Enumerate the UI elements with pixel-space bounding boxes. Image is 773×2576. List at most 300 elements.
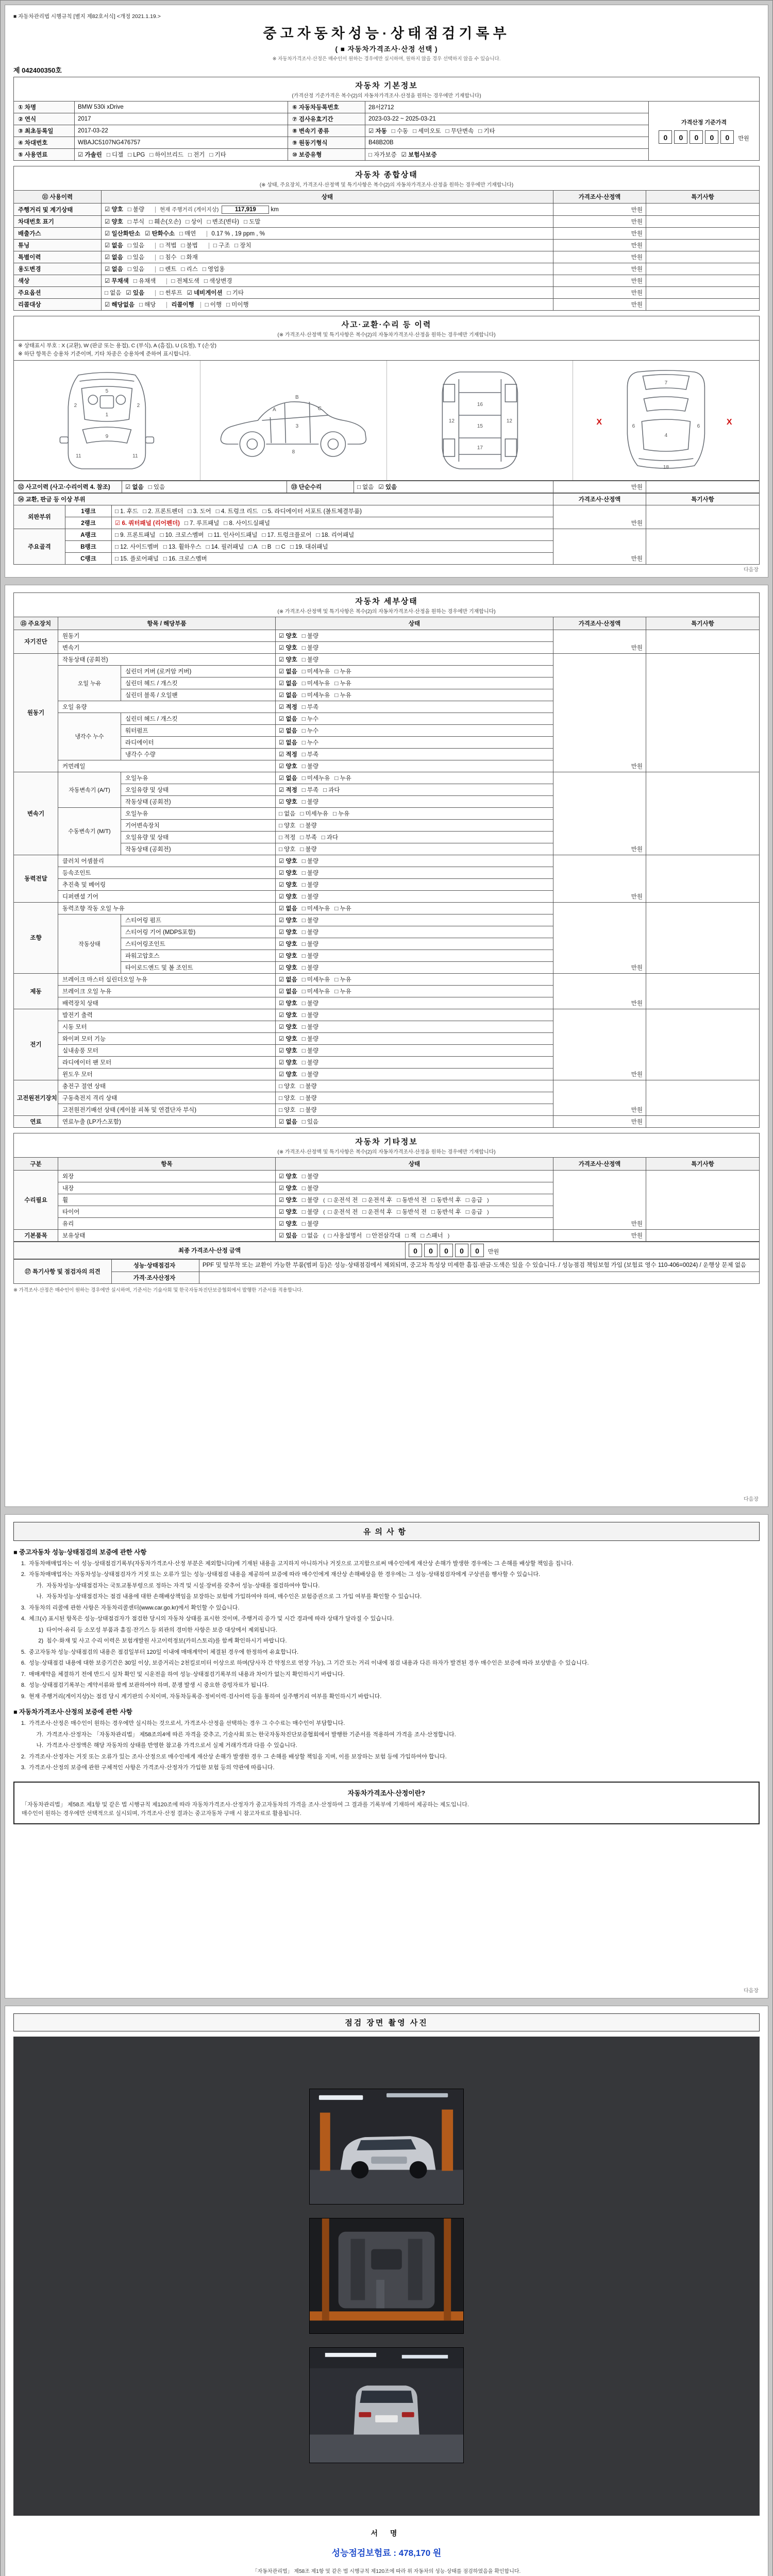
checkbox-option[interactable]: □ 미세누유	[301, 668, 330, 675]
checkbox-option[interactable]: □ 미세누유	[301, 988, 330, 995]
checkbox-option[interactable]: ☑ 양호	[279, 1071, 297, 1078]
checkbox-option[interactable]: ☑ 양호	[279, 858, 297, 865]
checkbox-option[interactable]: □ 누유	[334, 680, 351, 687]
checkbox-option[interactable]: □ 불량	[301, 1024, 319, 1030]
field-label: ③ 최초등록일	[14, 125, 75, 137]
checkbox-option[interactable]: □ 불량	[301, 882, 319, 888]
note-cell	[646, 1229, 760, 1241]
checkbox-option[interactable]: □ 11. 인사이드패널	[208, 532, 258, 538]
panel-group: 주요골격	[14, 529, 65, 564]
checkbox-option[interactable]: □ 과다	[323, 787, 340, 793]
checkbox-option[interactable]: □ 디젤	[106, 152, 124, 158]
price-cell: 만원	[553, 902, 646, 973]
checkbox-option[interactable]: □ 부식	[127, 219, 145, 225]
checkbox-option[interactable]: □ 불량	[301, 1036, 319, 1042]
checkbox-option[interactable]: ☑ 양호	[279, 1012, 297, 1019]
checkbox-option[interactable]: □ LPG	[128, 152, 145, 158]
checkbox-option[interactable]: ☑ 양호	[279, 656, 297, 663]
state-cell	[276, 1115, 553, 1127]
checkbox-option[interactable]: □ 불량	[301, 763, 319, 770]
checkbox-option[interactable]: ☑ 일산화탄소	[105, 231, 141, 237]
section-note-detail: (※ 가격조사·산정액 및 특기사항은 복수(2)의 자동차가격조사·산정을 원하는 경우에만 기재합니다)	[13, 607, 760, 617]
checkbox-option[interactable]: □ 불량	[127, 207, 145, 213]
item-label: 보유상태	[58, 1229, 276, 1241]
checkbox-option[interactable]: □ 19. 대쉬패널	[290, 544, 328, 550]
checkbox-option[interactable]: ☑ 양호	[279, 1209, 297, 1215]
checkbox-option[interactable]: □ 과다	[321, 834, 339, 841]
checkbox-option[interactable]: ☑ 양호	[279, 893, 297, 900]
state-cell	[276, 902, 553, 914]
checkbox-option[interactable]: ☑ 없음	[279, 775, 297, 782]
checkbox-option[interactable]: □ 부족	[301, 704, 319, 710]
state-cell	[276, 950, 553, 961]
checkbox-option[interactable]: ☑ 양호	[279, 929, 297, 936]
checkbox-option[interactable]: □ 해당	[139, 302, 156, 308]
checkbox-option[interactable]: ☑ 없음	[125, 484, 144, 490]
state-cell	[276, 1056, 553, 1068]
item-label: 튜닝	[14, 240, 102, 251]
checkbox-option[interactable]: □ 불량	[300, 846, 317, 853]
checkbox-option[interactable]: ☑ 양호	[279, 1047, 297, 1054]
appraisal-info-line-1: 「자동차관리법」 제58조 제1항 및 같은 법 시행규칙 제120조에 따라 자동차가격조사·산정자가 중고자동차의 가격을 조사·산정하여 그 결과를 기록부에 기재하여 제공하는 제도입니다.	[22, 1801, 469, 1808]
checkbox-option[interactable]: □ 미세누유	[301, 976, 330, 983]
item-label: 실린더 헤드 / 개스킷	[121, 713, 276, 724]
checkbox-option[interactable]: □ 불량	[301, 1197, 319, 1204]
checkbox-option[interactable]: □ 미세누유	[300, 810, 328, 817]
svg-text:2: 2	[137, 402, 140, 409]
checkbox-option[interactable]: ☑ 양호	[279, 917, 297, 924]
checkbox-option[interactable]: □ 불량	[300, 1095, 317, 1101]
item-label: 배출가스	[14, 228, 102, 240]
checkbox-option[interactable]: □ 렌트	[160, 266, 177, 273]
checkbox-option[interactable]: ☑ 양호	[279, 941, 297, 947]
checkbox-option[interactable]: □ C	[276, 544, 285, 550]
checkbox-option[interactable]: □ 10. 크로스멤버	[160, 532, 204, 538]
state-cell	[276, 819, 553, 831]
checkbox-option[interactable]: □ 불법	[181, 243, 198, 249]
checkbox-option[interactable]: □ 적정	[279, 834, 296, 841]
checkbox-option[interactable]: ☑ 네비게이션	[187, 290, 223, 296]
section-overall	[13, 166, 760, 311]
checkbox-option[interactable]: □ 있음	[148, 484, 165, 490]
checkbox-option[interactable]: ☑ 양호	[279, 1185, 297, 1192]
item-label: 오일유량 및 상태	[121, 831, 276, 843]
note-cell	[646, 1170, 760, 1229]
checkbox-option[interactable]: □ 응급	[465, 1209, 483, 1215]
state-checks	[205, 302, 254, 308]
checkbox-option[interactable]: □ 이행	[205, 302, 222, 308]
checkbox-option[interactable]: ☑ 양호	[279, 763, 297, 770]
note-cell	[646, 481, 760, 493]
svg-text:3: 3	[295, 423, 298, 429]
checkbox-option[interactable]: ☑ 보험사보증	[401, 152, 437, 158]
checkbox-option[interactable]: □ 불량	[300, 1107, 317, 1113]
legend-line-2: ※ 하단 항목은 승용차 기준이며, 기타 차종은 승용차에 준하여 표시합니다.	[18, 350, 191, 357]
svg-text:B: B	[295, 394, 299, 400]
checkbox-option[interactable]: ☑ 6. 쿼터패널 (리어펜더)	[115, 520, 180, 527]
checkbox-option[interactable]: □ 양호	[279, 1095, 296, 1101]
checkbox-option[interactable]: ☑ 가솔린	[78, 152, 102, 158]
checkbox-option[interactable]: ☑ 무채색	[105, 278, 129, 284]
opinion-table	[13, 1259, 760, 1284]
checkbox-option[interactable]: □ 무단변속	[445, 128, 474, 134]
table-row	[14, 505, 760, 517]
checkbox-option[interactable]: ☑ 없음	[105, 243, 123, 249]
state-checks	[105, 278, 160, 284]
notice-subitem: 나. 자동차성능·상태점검자는 점검 내용에 대한 손해배상책임을 보장하는 보험에 가입하여야 하며, 매수인은 보험증권으로 그 가입 여부를 확인할 수 있습니다.	[36, 1594, 422, 1600]
checkbox-option[interactable]: ☑ 있음	[378, 484, 397, 490]
checkbox-option[interactable]: □ 2. 프론트펜더	[143, 508, 183, 515]
checkbox-option[interactable]: □ 9. 프론트패널	[115, 532, 156, 538]
checkbox-option[interactable]: □ 8. 사이드실패널	[224, 520, 270, 527]
checkbox-option[interactable]: ☑ 적정	[279, 751, 297, 758]
checkbox-option[interactable]: ☑ 없음	[279, 905, 297, 912]
checkbox-option[interactable]: □ 동반석 후	[431, 1197, 461, 1204]
checkbox-option[interactable]: □ 사용설명서	[328, 1232, 362, 1239]
checkbox-option[interactable]: □ 불량	[301, 870, 319, 876]
item-label: 오일유량 및 상태	[121, 784, 276, 795]
checkbox-option[interactable]: ☑ 적정	[279, 704, 297, 710]
checkbox-option[interactable]: □ 있음	[127, 255, 145, 261]
svg-text:2: 2	[74, 402, 77, 409]
checkbox-option[interactable]: ☑ 있음	[279, 1232, 297, 1239]
note-header: 특기사항	[646, 493, 760, 505]
checkbox-option[interactable]: ☑ 양호	[279, 1036, 297, 1042]
checkbox-option[interactable]: □ 자가보증	[368, 152, 397, 158]
checkbox-option[interactable]: ☑ 없음	[279, 716, 297, 722]
state-cell	[102, 263, 553, 275]
section-note-accident: (※ 가격조사·산정액 및 특기사항은 복수(2)의 자동차가격조사·산정을 원하는 경우에만 기재합니다)	[13, 330, 760, 340]
price-cell: 만원	[553, 299, 646, 311]
accident-history-label: ⑫ 사고이력 (사고·수리이력 4. 참조)	[14, 481, 122, 493]
checkbox-option[interactable]: □ 기타	[227, 290, 244, 296]
checkbox-option[interactable]: □ 불량	[301, 1209, 319, 1215]
checkbox-option[interactable]: ☑ 양호	[279, 1197, 297, 1204]
insurance-fee-label: 성능점검보험료 :	[331, 2548, 396, 2558]
checkbox-option[interactable]: ☑ 양호	[279, 645, 297, 651]
checkbox-option[interactable]: □ B	[262, 544, 272, 550]
checkbox-option[interactable]: □ 없음	[105, 290, 122, 296]
checkbox-option[interactable]: □ 누유	[334, 988, 351, 995]
note-cell	[646, 772, 760, 855]
next-page-label: 다음장	[744, 567, 759, 573]
checkbox-option[interactable]: □ 누수	[301, 727, 319, 734]
checkbox-option[interactable]: ☑ 해당없음	[105, 302, 135, 308]
table-row	[14, 299, 760, 311]
table-row	[14, 1259, 760, 1272]
checkbox-option[interactable]: ☑ 양호	[279, 882, 297, 888]
table-row	[14, 101, 760, 113]
checkbox-option[interactable]: □ 없음	[279, 810, 296, 817]
state-cell	[276, 630, 553, 641]
state-cell	[276, 985, 553, 997]
checkbox-option[interactable]: □ 불량	[301, 941, 319, 947]
checkbox-option[interactable]: □ 불량	[300, 1083, 317, 1090]
checkbox-option[interactable]: □ 전체도색	[171, 278, 199, 284]
checkbox-option[interactable]: □ 미세누유	[301, 680, 330, 687]
checkbox-option[interactable]: □ 전기	[188, 152, 205, 158]
field-value	[365, 149, 649, 161]
table-row	[14, 772, 760, 784]
checkbox-option[interactable]: □ 있음	[127, 243, 145, 249]
checkbox-option[interactable]: ☑ 양호	[279, 799, 297, 805]
checkbox-option[interactable]: □ 동반석 전	[397, 1209, 427, 1215]
checkbox-option[interactable]: □ 불량	[301, 858, 319, 865]
checkbox-option[interactable]: □ 잭	[405, 1232, 416, 1239]
checkbox-option[interactable]: □ 운전석 후	[362, 1197, 393, 1204]
checkbox-option[interactable]: □ 침수	[160, 255, 177, 261]
note-cell	[646, 299, 760, 311]
odometer-value: 117,919	[222, 206, 269, 214]
checkbox-option[interactable]: □ 15. 플로어패널	[115, 555, 159, 562]
checkbox-option[interactable]: □ 미세누유	[301, 775, 330, 782]
item-label: 유리	[58, 1217, 276, 1229]
checkbox-option[interactable]: □ 4. 트렁크 리드	[215, 508, 258, 515]
checkbox-option[interactable]: □ A	[248, 544, 258, 550]
checkbox-option[interactable]: □ 변조(변타)	[207, 219, 239, 225]
device-group: 기본품목	[14, 1229, 58, 1241]
opinion-appraiser-label: 가격·조사산정자	[112, 1272, 199, 1283]
checkbox-option[interactable]: □ 1. 후드	[115, 508, 139, 515]
checkbox-option[interactable]: □ 불량	[301, 917, 319, 924]
checkbox-option[interactable]: □ 응급	[465, 1197, 483, 1204]
note-cell	[646, 1009, 760, 1080]
checkbox-option[interactable]: □ 누유	[334, 692, 351, 699]
item-label: 외장	[58, 1170, 276, 1182]
svg-text:16: 16	[477, 401, 483, 408]
table-row	[14, 1229, 760, 1241]
state-cell	[276, 1068, 553, 1080]
item-label: 차대번호 표기	[14, 216, 102, 228]
item-label: 충전구 절연 상태	[58, 1080, 276, 1092]
notice-item: 3. 자동차의 리콜에 관한 사항은 자동차리콜센터(www.car.go.kr)에서 확인할 수 있습니다.	[21, 1604, 240, 1611]
car-diagram-side	[200, 361, 387, 480]
checkbox-option[interactable]: ☑ 양호	[105, 219, 123, 225]
checkbox-option[interactable]: □ 불량	[301, 1000, 319, 1007]
field-label: ⑧ 변속기 종류	[288, 125, 365, 137]
checkbox-option[interactable]: □ 누수	[301, 739, 319, 746]
notice-item: 2. 가격조사·산정자는 거짓 또는 오류가 있는 조사·산정으로 매수인에게 재산상 손해가 발생한 경우 그 손해를 배상할 책임을 지며, 이를 보장하는 보험 등에 가입하여야 합니다.	[21, 1753, 447, 1760]
state-cell	[276, 1044, 553, 1056]
checkbox-option[interactable]: □ 화재	[181, 255, 198, 261]
checkbox-option[interactable]: ☑ 양호	[279, 1000, 297, 1007]
checkbox-option[interactable]: ☑ 없음	[279, 976, 297, 983]
state-checks	[105, 255, 149, 261]
checkbox-option[interactable]: □ 5. 라디에이터 서포트 (볼트체결부품)	[262, 508, 362, 515]
state-checks	[105, 219, 265, 225]
checkbox-option[interactable]: ☑ 없음	[105, 266, 123, 273]
checkbox-option[interactable]: □ 불량	[301, 1071, 319, 1078]
note-cell	[646, 1080, 760, 1115]
checkbox-option[interactable]: □ 운전석 전	[328, 1209, 358, 1215]
state-cell	[276, 997, 553, 1009]
table-row	[14, 1272, 760, 1283]
checkbox-option[interactable]: ☑ 없음	[105, 255, 123, 261]
checkbox-option[interactable]: □ 불량	[301, 964, 319, 971]
checkbox-option[interactable]: ☑ 탄화수소	[145, 231, 175, 237]
divider	[155, 207, 156, 213]
notice-item: 8. 성능·상태점검기록부는 계약서류와 함께 보관하여야 하며, 분쟁 발생 시 중요한 증빙자료가 됩니다.	[21, 1682, 269, 1688]
item-label: 오일누유	[121, 772, 276, 784]
checkbox-option[interactable]: □ 17. 트렁크플로어	[262, 532, 312, 538]
checkbox-option[interactable]: ☑ 양호	[279, 633, 297, 639]
checkbox-option[interactable]: □ 양호	[279, 822, 296, 829]
state-checks	[105, 207, 149, 213]
etc-footnote: ※ 가격조사·산정은 매수인이 원하는 경우에만 실시하며, 기준서는 기술사회 및 한국자동차진단보증협회에서 발행한 기준서를 적용합니다.	[13, 1287, 303, 1293]
table-row	[14, 113, 760, 125]
checkbox-option[interactable]: ☑ 양호	[279, 1173, 297, 1180]
checkbox-option[interactable]: ☑ 적정	[279, 787, 297, 793]
field-label: ⑦ 검사유효기간	[288, 113, 365, 125]
checkbox-option[interactable]: □ 16. 크로스멤버	[163, 555, 207, 562]
checkbox-option[interactable]: ☑ 없음	[279, 727, 297, 734]
table-row	[14, 1080, 760, 1092]
checkbox-option[interactable]: □ 매연	[179, 231, 196, 237]
opinion-appraiser-text	[199, 1272, 760, 1283]
checkbox-option[interactable]: ☑ 없음	[279, 668, 297, 675]
checkbox-option[interactable]: □ 부족	[301, 787, 319, 793]
checkbox-option[interactable]: □ 없음	[357, 484, 374, 490]
state-checks	[105, 243, 149, 249]
checkbox-option[interactable]: □ 양호	[279, 1107, 296, 1113]
checkbox-option[interactable]: ☑ 양호	[279, 1059, 297, 1066]
checkbox-option[interactable]: □ 12. 사이드멤버	[115, 544, 159, 550]
state-cell	[276, 1182, 553, 1194]
checkbox-option[interactable]: □ 불량	[301, 656, 319, 663]
legend-line-1: ※ 상태표시 부호 : X (교환), W (판금 또는 용접), C (부식), A (흠집), U (요철), T (손상)	[18, 343, 216, 349]
checkbox-option[interactable]: □ 있음	[301, 1118, 319, 1125]
checkbox-option[interactable]: □ 색상변경	[204, 278, 232, 284]
checkbox-option[interactable]: ☑ 없음	[279, 1118, 297, 1125]
checkbox-option[interactable]: □ 3. 도어	[188, 508, 211, 515]
checkbox-option[interactable]: ☑ 양호	[279, 1221, 297, 1227]
checkbox-option[interactable]: □ 기타	[209, 152, 226, 158]
checkbox-option[interactable]: □ 불량	[301, 1221, 319, 1227]
checkbox-option[interactable]: □ 14. 필러패널	[206, 544, 244, 550]
checkbox-option[interactable]: □ 동반석 전	[397, 1197, 427, 1204]
state-text: 0.17 % , 19 ppm , %	[211, 231, 265, 237]
checkbox-option[interactable]: □ 불량	[301, 1012, 319, 1019]
checkbox-option[interactable]: □ 구조	[213, 243, 230, 249]
checkbox-option[interactable]: □ 18. 리어패널	[316, 532, 355, 538]
checkbox-option[interactable]: □ 불량	[301, 929, 319, 936]
checkbox-option[interactable]: □ 운전석 전	[328, 1197, 358, 1204]
checkbox-option[interactable]: ☑ 없음	[279, 680, 297, 687]
checkbox-option[interactable]: □ 세미오토	[413, 128, 441, 134]
state-cell	[276, 701, 553, 713]
checkbox-option[interactable]: □ 불량	[301, 633, 319, 639]
checkbox-option[interactable]: □ 누유	[334, 976, 351, 983]
checkbox-option[interactable]: □ 불량	[301, 1047, 319, 1054]
checkbox-option[interactable]: □ 13. 휠하우스	[163, 544, 201, 550]
signature-section	[13, 2516, 760, 2576]
checkbox-option[interactable]: □ 누유	[334, 905, 351, 912]
state-cell	[276, 938, 553, 950]
checkbox-option[interactable]: □ 수동	[391, 128, 409, 134]
checkbox-option[interactable]: □ 불량	[301, 1059, 319, 1066]
checkbox-option[interactable]: □ 장치	[234, 243, 251, 249]
checkbox-option[interactable]: ☑ 있음	[126, 290, 145, 296]
checkbox-option[interactable]: □ 스패너	[421, 1232, 443, 1239]
checkbox-option[interactable]: □ 불량	[301, 799, 319, 805]
checkbox-option[interactable]: □ 하이브리드	[149, 152, 184, 158]
field-value: 2017-03-22	[75, 125, 288, 137]
damage-mark: X	[596, 418, 602, 427]
checkbox-option[interactable]: □ 적법	[160, 243, 177, 249]
car-diagram-front-top	[14, 361, 200, 480]
checkbox-option[interactable]: □ 도말	[243, 219, 261, 225]
state-cell	[102, 275, 553, 287]
checkbox-option[interactable]: □ 썬루프	[160, 290, 182, 296]
device-group: 제동	[14, 973, 58, 1009]
checkbox-option[interactable]: □ 불량	[301, 893, 319, 900]
checkbox-option[interactable]: ☑ 없음	[279, 988, 297, 995]
field-label: ⑨ 원동기형식	[288, 137, 365, 149]
checkbox-option[interactable]: □ 훼손(오손)	[149, 219, 181, 225]
checkbox-option[interactable]: □ 안전삼각대	[366, 1232, 400, 1239]
checkbox-option[interactable]: ☑ 없음	[279, 692, 297, 699]
final-amount-digit: 0	[424, 1244, 438, 1257]
checkbox-option[interactable]: ☑ 양호	[279, 1024, 297, 1030]
checkbox-option[interactable]: □ 누수	[301, 716, 319, 722]
checkbox-option[interactable]: □ 미이행	[226, 302, 249, 308]
checkbox-option[interactable]: □ 영업용	[202, 266, 225, 273]
table-row	[14, 653, 760, 665]
checkbox-option[interactable]: □ 없음	[301, 1232, 319, 1239]
checkbox-option[interactable]: □ 불량	[301, 645, 319, 651]
price-cell: 만원	[553, 1009, 646, 1080]
checkbox-option[interactable]: □ 불량	[301, 1173, 319, 1180]
checkbox-option[interactable]: ☑ 없음	[279, 739, 297, 746]
final-amount-digit: 0	[455, 1244, 468, 1257]
checkbox-option[interactable]: □ 양호	[279, 846, 296, 853]
checkbox-option[interactable]: □ 상이	[186, 219, 203, 225]
checkbox-option[interactable]: □ 불량	[301, 1185, 319, 1192]
checkbox-option[interactable]: □ 불량	[300, 822, 317, 829]
state-checks	[160, 243, 203, 249]
checkbox-option[interactable]: □ 누유	[332, 810, 350, 817]
checkbox-option[interactable]: □ 유채색	[133, 278, 156, 284]
checkbox-option[interactable]: ☑ 양호	[279, 870, 297, 876]
svg-text:18: 18	[663, 464, 669, 470]
checkbox-option[interactable]: □ 7. 루프패널	[184, 520, 220, 527]
checkbox-option[interactable]: ☑ 자동	[368, 128, 387, 134]
sub-group: 수동변속기 (M/T)	[58, 807, 121, 855]
price-cell: 만원	[553, 1080, 646, 1115]
item-label: 추진축 및 베어링	[58, 878, 276, 890]
checkbox-option[interactable]: □ 미세누유	[301, 905, 330, 912]
checkbox-option[interactable]: □ 동반석 후	[431, 1209, 461, 1215]
checkbox-option[interactable]: □ 양호	[279, 1083, 296, 1090]
checkbox-option[interactable]: □ 기타	[478, 128, 495, 134]
state-cell	[276, 772, 553, 784]
checkbox-option[interactable]: □ 미세누유	[301, 692, 330, 699]
checkbox-option[interactable]: ☑ 양호	[279, 964, 297, 971]
checkbox-option[interactable]: □ 부족	[300, 834, 317, 841]
state-cell	[276, 641, 553, 653]
checkbox-option[interactable]: □ 누유	[334, 775, 351, 782]
checkbox-option[interactable]: □ 부족	[301, 751, 319, 758]
checkbox-option[interactable]: ☑ 양호	[105, 207, 123, 213]
price-cell: 만원	[553, 772, 646, 855]
checkbox-option[interactable]: □ 운전석 후	[362, 1209, 393, 1215]
checkbox-option[interactable]: □ 있음	[127, 266, 145, 273]
checkbox-option[interactable]: □ 리스	[181, 266, 198, 273]
checkbox-option[interactable]: □ 불량	[301, 953, 319, 959]
checkbox-option[interactable]: □ 누유	[334, 668, 351, 675]
checkbox-option[interactable]: ☑ 양호	[279, 953, 297, 959]
section-accident	[13, 316, 760, 565]
